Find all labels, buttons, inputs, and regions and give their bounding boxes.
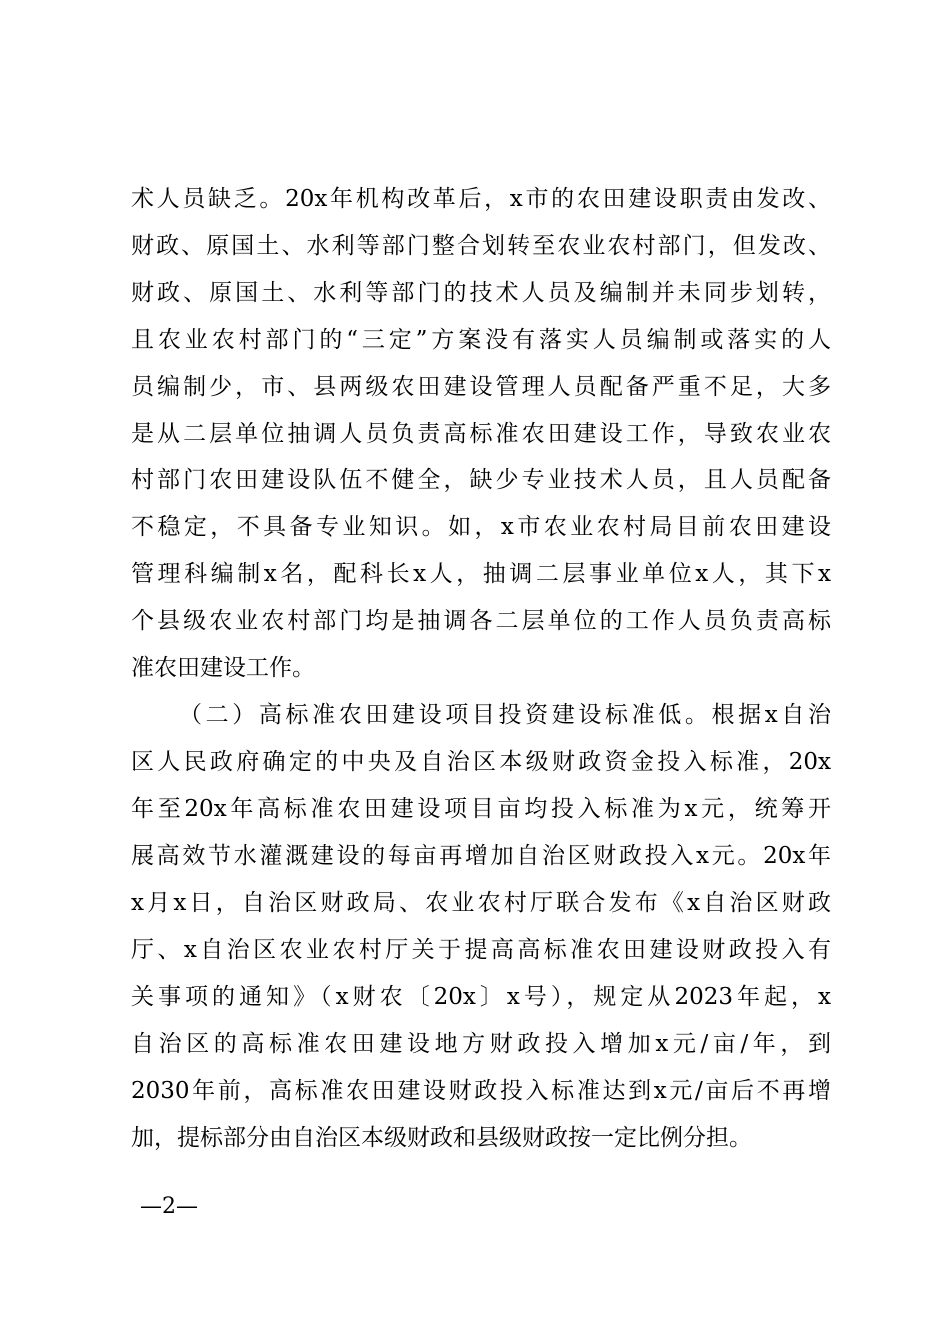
paragraph-line: 2030年前，高标准农田建设财政投入标准达到x元/亩后不再增 — [131, 1078, 831, 1104]
paragraph-line: 展高效节水灌溉建设的每亩再增加自治区财政投入x元。20x年 — [131, 843, 831, 869]
paragraph-line: 村部门农田建设队伍不健全，缺少专业技术人员，且人员配备 — [131, 467, 831, 493]
paragraph-line: x月x日，自治区财政局、农业农村厅联合发布《x自治区财政 — [131, 890, 831, 916]
page-number: —2— — [140, 1194, 198, 1219]
paragraph-line: 术人员缺乏。20x年机构改革后，x市的农田建设职责由发改、 — [131, 186, 831, 212]
section-heading-line: （二）高标准农田建设项目投资建设标准低。根据x自治 — [179, 702, 831, 728]
paragraph-line: 且农业农村部门的“三定”方案没有落实人员编制或落实的人 — [131, 327, 831, 353]
paragraph-line: 不稳定，不具备专业知识。如，x市农业农村局目前农田建设 — [131, 514, 831, 540]
paragraph-line: 个县级农业农村部门均是抽调各二层单位的工作人员负责高标 — [131, 608, 831, 634]
paragraph-line: 财政、原国土、水利等部门的技术人员及编制并未同步划转， — [131, 280, 831, 306]
paragraph-line: 准农田建设工作。 — [131, 655, 315, 681]
paragraph-line: 加，提标部分由自治区本级财政和县级财政按一定比例分担。 — [131, 1125, 752, 1151]
paragraph-line: 关事项的通知》（x财农〔20x〕x号），规定从2023年起，x — [131, 984, 831, 1010]
paragraph-line: 员编制少，市、县两级农田建设管理人员配备严重不足，大多 — [131, 374, 831, 400]
paragraph-line: 是从二层单位抽调人员负责高标准农田建设工作，导致农业农 — [131, 421, 831, 447]
paragraph-line: 管理科编制x名，配科长x人，抽调二层事业单位x人，其下x — [131, 561, 831, 587]
paragraph-line: 财政、原国土、水利等部门整合划转至农业农村部门，但发改、 — [131, 233, 831, 259]
paragraph-line: 自治区的高标准农田建设地方财政投入增加x元/亩/年，到 — [131, 1031, 831, 1057]
paragraph-line: 厅、x自治区农业农村厅关于提高高标准农田建设财政投入有 — [131, 937, 831, 963]
paragraph-line: 年至20x年高标准农田建设项目亩均投入标准为x元，统筹开 — [131, 796, 831, 822]
paragraph-line: 区人民政府确定的中央及自治区本级财政资金投入标准，20x — [131, 749, 831, 775]
